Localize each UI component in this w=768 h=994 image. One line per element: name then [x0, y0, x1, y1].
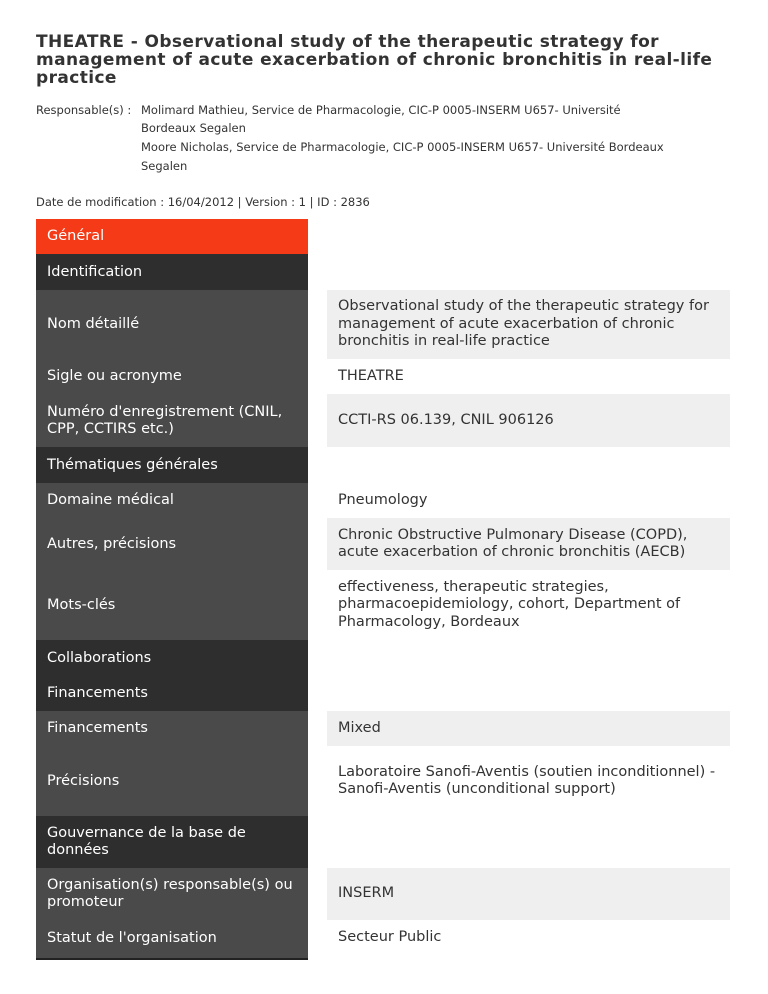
- field-value: effectiveness, therapeutic strategies, pharmacoepidemiology, cohort, Department of Pharmacology, Bordeaux: [338, 578, 681, 630]
- field-value: INSERM: [327, 868, 730, 920]
- field-value: Pneumology: [338, 491, 428, 508]
- field-sigle: [36, 359, 730, 394]
- field-label: Autres, précisions: [36, 518, 308, 570]
- section-label: Identification: [36, 254, 308, 290]
- field-label: Précisions: [36, 746, 308, 816]
- field-value: Chronic Obstructive Pulmonary Disease (COPD), acute exacerbation of chronic bronchitis (AECB): [327, 518, 730, 570]
- page-title: THEATRE - Observational study of the therapeutic strategy for management of acute exacerbation of chronic bronchitis in real-life practice: [36, 32, 713, 88]
- field-numero-enregistrement: [36, 394, 730, 447]
- field-domaine-medical: [36, 483, 730, 518]
- field-label: Domaine médical: [36, 483, 308, 518]
- section-label: Thématiques générales: [36, 447, 308, 483]
- field-value: CCTI-RS 06.139, CNIL 906126: [327, 394, 730, 447]
- responsable-line: Moore Nicholas, Service de Pharmacologie, CIC-P 0005-INSERM U657- Université Bordeaux: [141, 140, 664, 154]
- field-label: Financements: [36, 711, 308, 746]
- field-label: Numéro d'enregistrement (CNIL, CPP, CCTIRS etc.): [36, 394, 308, 447]
- field-label: Statut de l'organisation: [36, 920, 308, 956]
- section-label: Général: [36, 219, 308, 254]
- tab-general[interactable]: [36, 219, 730, 254]
- field-precisions: [36, 746, 730, 816]
- section-financements[interactable]: [36, 676, 730, 711]
- field-organisation-responsable: [36, 868, 730, 920]
- field-value: Secteur Public: [338, 929, 442, 946]
- section-label: Gouvernance de la base de données: [36, 816, 308, 868]
- responsables-label: Responsable(s) :: [36, 103, 132, 117]
- field-value: Observational study of the therapeutic strategy for management of acute exacerbation of chronic bronchitis in real-life practice: [327, 290, 730, 359]
- field-value: Laboratoire Sanofi-Aventis (soutien inconditionnel) - Sanofi-Aventis (unconditional support): [338, 763, 716, 797]
- field-nom-detaille: [36, 290, 730, 359]
- section-label: Financements: [36, 676, 308, 711]
- field-value: THEATRE: [338, 367, 404, 384]
- field-mots-cles: [36, 570, 730, 640]
- section-thematiques[interactable]: [36, 447, 730, 483]
- responsable-line: Bordeaux Segalen: [141, 121, 246, 135]
- field-label: Sigle ou acronyme: [36, 359, 308, 394]
- responsable-line: Molimard Mathieu, Service de Pharmacologie, CIC-P 0005-INSERM U657- Université: [141, 103, 621, 117]
- field-label: Organisation(s) responsable(s) ou promoteur: [36, 868, 308, 920]
- field-autres-precisions: [36, 518, 730, 570]
- section-identification[interactable]: [36, 254, 730, 290]
- responsable-line: Segalen: [141, 159, 188, 173]
- field-financements: [36, 711, 730, 746]
- section-collaborations[interactable]: [36, 640, 730, 676]
- modification-meta: Date de modification : 16/04/2012 | Version : 1 | ID : 2836: [36, 195, 370, 209]
- field-value: Mixed: [327, 711, 730, 746]
- field-statut-organisation: [36, 920, 730, 956]
- section-gouvernance[interactable]: [36, 816, 730, 868]
- field-label: Nom détaillé: [36, 290, 308, 359]
- field-label: Mots-clés: [36, 570, 308, 640]
- section-label: Collaborations: [36, 640, 308, 676]
